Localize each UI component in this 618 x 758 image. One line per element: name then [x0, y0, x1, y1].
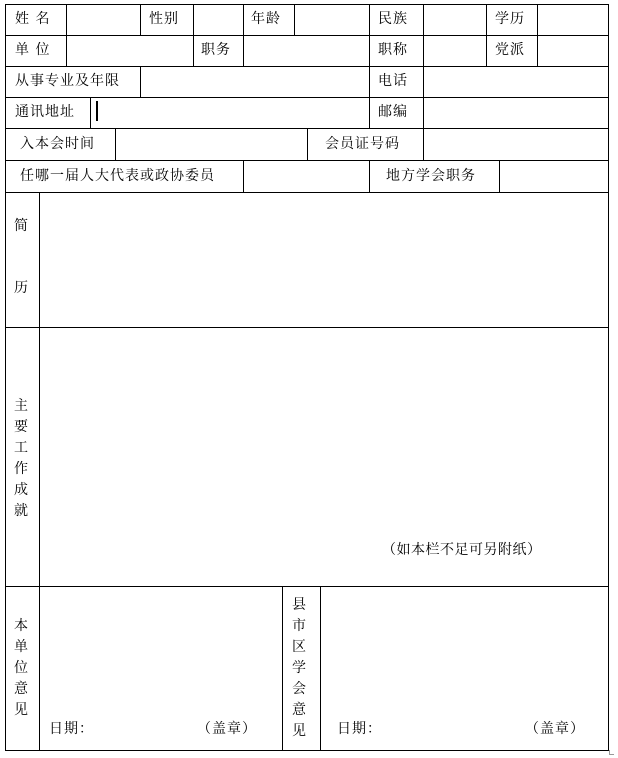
rule-v [369, 160, 370, 193]
achievements-char: 成 [14, 482, 28, 498]
rule-v [243, 4, 244, 36]
resume-char: 历 [14, 280, 28, 296]
label-name: 姓 名 [15, 11, 51, 27]
county-opinion-char: 意 [292, 702, 306, 718]
field-gender[interactable] [194, 5, 243, 35]
field-ethnicity[interactable] [424, 5, 486, 35]
label-local-post: 地方学会职务 [386, 168, 476, 184]
rule-v [369, 35, 370, 67]
achievements-note: （如本栏不足可另附纸） [382, 542, 542, 558]
unit-opinion-seal: （盖章） [197, 721, 257, 737]
label-ethnicity: 民族 [378, 11, 408, 27]
field-title[interactable] [424, 36, 486, 66]
rule-v [486, 4, 487, 36]
label-congress: 任哪一届人大代表或政协委员 [20, 168, 215, 184]
label-postcode: 邮编 [378, 104, 408, 120]
rule-v [307, 128, 308, 161]
label-party: 党派 [495, 42, 525, 58]
unit-opinion-char: 意 [14, 681, 28, 697]
rule-v [369, 97, 370, 129]
field-position[interactable] [244, 36, 369, 66]
field-phone[interactable] [424, 67, 608, 97]
county-opinion-char: 会 [292, 681, 306, 697]
rule-left [5, 4, 6, 751]
label-member-no: 会员证号码 [325, 136, 400, 152]
rule-v [486, 35, 487, 67]
field-local-post[interactable] [500, 161, 608, 192]
label-title: 职称 [378, 42, 408, 58]
rule-v [282, 586, 283, 751]
label-specialty: 从事专业及年限 [15, 73, 120, 89]
resume-char: 简 [14, 218, 28, 234]
label-phone: 电话 [378, 73, 408, 89]
county-opinion-char: 学 [292, 660, 306, 676]
label-join-time: 入本会时间 [20, 136, 95, 152]
unit-opinion-char: 本 [14, 618, 28, 634]
achievements-char: 工 [14, 440, 28, 456]
achievements-char: 主 [14, 398, 28, 414]
county-opinion-char: 见 [292, 723, 306, 739]
field-age[interactable] [295, 5, 369, 35]
county-opinion-date: 日期： [337, 721, 382, 737]
label-gender: 性别 [149, 11, 179, 27]
achievements-char: 作 [14, 461, 28, 477]
label-education: 学历 [495, 11, 525, 27]
achievements-char: 就 [14, 503, 28, 519]
field-name[interactable] [67, 5, 140, 35]
rule-v [369, 4, 370, 36]
field-congress[interactable] [244, 161, 369, 192]
unit-opinion-char: 单 [14, 639, 28, 655]
county-opinion-seal: （盖章） [525, 721, 585, 737]
unit-opinion-char: 位 [14, 660, 28, 676]
field-education[interactable] [538, 5, 608, 35]
county-opinion-char: 县 [292, 597, 306, 613]
field-resume[interactable] [40, 193, 608, 327]
rule-bottom [5, 750, 609, 751]
unit-opinion-char: 见 [14, 702, 28, 718]
rule-v [193, 35, 194, 67]
achievements-char: 要 [14, 419, 28, 435]
label-address: 通讯地址 [15, 104, 75, 120]
field-party[interactable] [538, 36, 608, 66]
label-unit: 单 位 [15, 42, 51, 58]
corner-mark [609, 750, 614, 755]
county-opinion-char: 市 [292, 618, 306, 634]
county-opinion-char: 区 [292, 639, 306, 655]
field-join-time[interactable] [116, 129, 307, 160]
rule-v [140, 4, 141, 36]
field-postcode[interactable] [424, 98, 608, 128]
unit-opinion-date: 日期： [49, 721, 94, 737]
rule-right [608, 4, 609, 751]
label-position: 职务 [201, 42, 231, 58]
label-age: 年龄 [251, 11, 281, 27]
field-member-no[interactable] [424, 129, 608, 160]
rule-v [369, 66, 370, 98]
field-address[interactable] [91, 98, 369, 128]
text-cursor [96, 101, 98, 121]
field-unit[interactable] [67, 36, 193, 66]
field-specialty[interactable] [141, 67, 369, 97]
